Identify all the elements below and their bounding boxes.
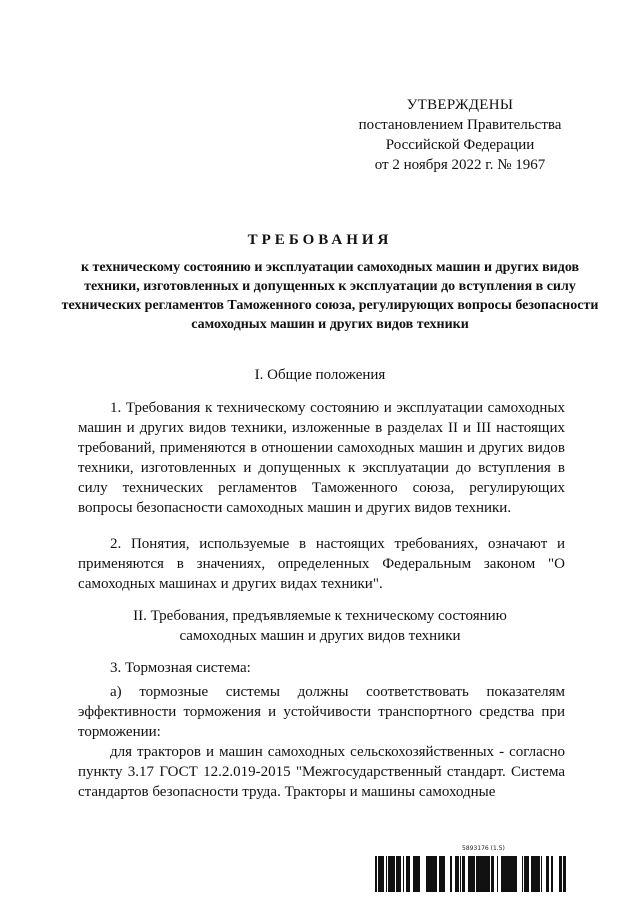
paragraph-1: 1. Требования к техническому состоянию и эксплуатации самоходных машин и других видов техники, изложенные в разделах II и III настоящих требований, применяются в отношении самоходных машин и других видов техники, изготовленных и допущенных к эксплуатации до вступления в силу технических регламентов Таможенного союза, регулирующих вопросы безопасности самоходных машин и других видов техники. [78, 400, 565, 516]
barcode-bar [541, 856, 542, 892]
barcode-bar [477, 856, 480, 892]
barcode-bar [526, 856, 527, 892]
document-subtitle: к техническому состоянию и эксплуатации самоходных машин и других видов техники, изготовленных и допущенных к эксплуатации до вступления в силу технических регламентов Таможенного союза, регулирующих вопросы безопасности самоходных машин и других видов техники [61, 260, 599, 332]
barcode-bar [456, 856, 457, 892]
barcode-bar [533, 856, 534, 892]
barcode-bar [415, 856, 417, 892]
barcode-bar [417, 856, 418, 892]
barcode-bar [514, 856, 516, 892]
barcode-bar [426, 856, 428, 892]
barcode-bar [501, 856, 503, 892]
barcode-bar [444, 856, 445, 892]
barcode-bar [487, 856, 490, 892]
barcode-bar [462, 856, 463, 892]
barcode-bar [527, 856, 528, 892]
document-title: ТРЕБОВАНИЯ [247, 232, 393, 248]
barcode-bar [565, 856, 566, 892]
barcode-bar [380, 856, 383, 892]
barcode-bar [403, 856, 404, 892]
section-2-heading-line-2: самоходных машин и других видов техники [179, 628, 461, 644]
barcode-bar [506, 856, 507, 892]
barcode-bar [497, 856, 498, 892]
barcode-bar [455, 856, 456, 892]
barcode-bar [460, 856, 461, 892]
barcode-bar [474, 856, 475, 892]
paragraph-3: 3. Тормозная система: [110, 660, 251, 676]
barcode-bar [538, 856, 540, 892]
barcode-bar [524, 856, 526, 892]
barcode-bar [468, 856, 471, 892]
barcode-bar [406, 856, 408, 892]
approval-line-3: от 2 ноября 2022 г. № 1967 [374, 157, 546, 173]
barcode-bar [409, 856, 410, 892]
approval-line-1: постановлением Правительства [358, 117, 562, 133]
barcode-bar [481, 856, 484, 892]
barcode-bar [535, 856, 538, 892]
barcode-bar [375, 856, 376, 892]
barcode-bar [414, 856, 415, 892]
barcode-bar [559, 856, 562, 892]
barcode-bar [546, 856, 548, 892]
barcode-bar [551, 856, 552, 892]
barcode-bar [429, 856, 430, 892]
section-2-heading-line-1: II. Требования, предъявляемые к техническому состоянию [133, 608, 507, 624]
approval-stamp [330, 95, 590, 175]
barcode-bar [376, 856, 377, 892]
barcode-bar [392, 856, 395, 892]
barcode-bar [397, 856, 399, 892]
barcode-bar [491, 856, 494, 892]
barcode-bar [563, 856, 565, 892]
barcode-bar [457, 856, 458, 892]
barcode-bar [471, 856, 472, 892]
paragraph-3a-tractors: для тракторов и машин самоходных сельскохозяйственных - согласно пункту 3.17 ГОСТ 12.2.019-2015 "Межгосударственный стандарт. Система стандартов безопасности труда. Тракторы и машины самоходные [78, 744, 565, 800]
barcode-bar [430, 856, 433, 892]
approval-line-2: Российской Федерации [385, 137, 535, 153]
barcode-bar [512, 856, 514, 892]
barcode-bar [439, 856, 441, 892]
barcode-bar [522, 856, 523, 892]
barcode-bar [480, 856, 481, 892]
barcode-bar [396, 856, 397, 892]
document-barcode [374, 845, 566, 895]
barcode-icon [374, 856, 566, 892]
paragraph-2: 2. Понятия, используемые в настоящих требованиях, означают и применяются в значениях, определенных Федеральным законом "О самоходных машинах и других видах техники". [78, 536, 565, 592]
barcode-bar [451, 856, 452, 892]
barcode-bar [503, 856, 506, 892]
barcode-bar [435, 856, 437, 892]
barcode-bar [418, 856, 420, 892]
barcode-bar [484, 856, 487, 892]
barcode-bar [390, 856, 392, 892]
barcode-label: 5893176 (1.5) [462, 845, 505, 852]
barcode-bar [433, 856, 435, 892]
barcode-bar [441, 856, 444, 892]
barcode-bar [450, 856, 451, 892]
barcode-bar [386, 856, 387, 892]
barcode-bar [528, 856, 529, 892]
barcode-bar [507, 856, 510, 892]
barcode-bar [476, 856, 477, 892]
barcode-bar [399, 856, 401, 892]
approval-heading: УТВЕРЖДЕНЫ [406, 97, 514, 113]
barcode-bar [516, 856, 517, 892]
barcode-bar [428, 856, 429, 892]
barcode-bar [458, 856, 459, 892]
barcode-bar [464, 856, 465, 892]
barcode-bar [472, 856, 474, 892]
barcode-bar [408, 856, 409, 892]
section-1-heading: I. Общие положения [254, 367, 386, 383]
barcode-bar [378, 856, 380, 892]
barcode-bar [510, 856, 512, 892]
section-2-heading [60, 606, 580, 646]
barcode-bar [531, 856, 533, 892]
barcode-bar [383, 856, 384, 892]
barcode-bar [552, 856, 553, 892]
barcode-bar [388, 856, 390, 892]
paragraph-3a: а) тормозные системы должны соответствовать показателям эффективности торможения и устойчивости транспортного средства при торможении: [78, 684, 565, 740]
barcode-bar [413, 856, 414, 892]
barcode-bar [548, 856, 549, 892]
barcode-bar [534, 856, 535, 892]
barcode-bar [463, 856, 464, 892]
